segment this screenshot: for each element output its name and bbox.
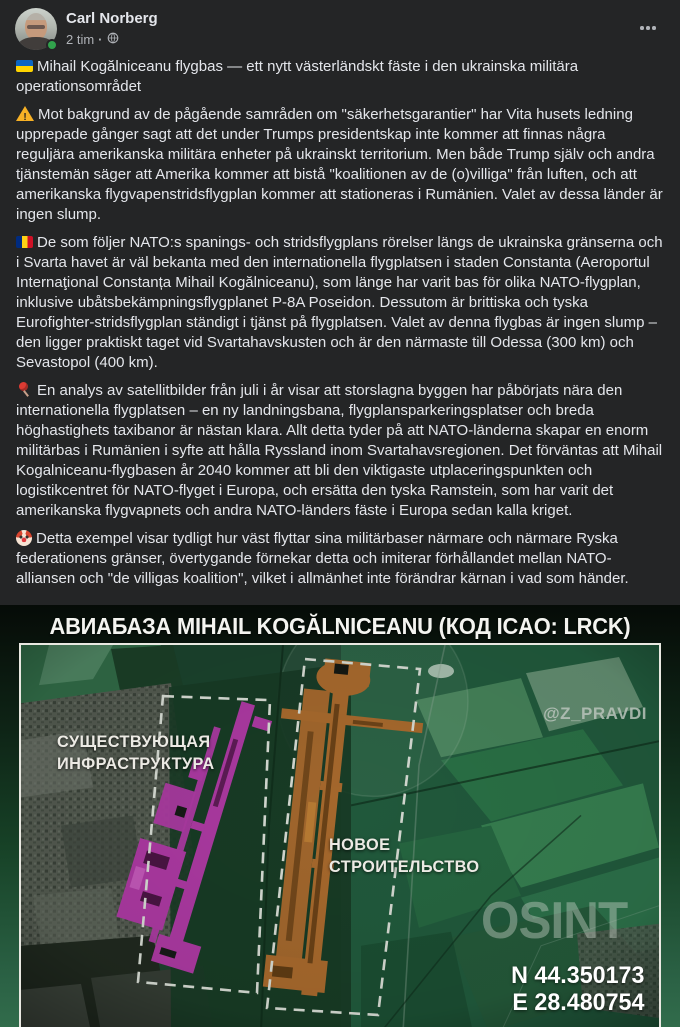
- paragraph-text: Mot bakgrund av de pågående samråden om "säkerhetsgarantier" har Vita husets ledning upprepade gånger sagt att det under Trumps presidentskap inte kommer att finnas några reguljära amerikanska militära enheter på ukrainskt territorium. Men både Trump själv och andra tjänstemän säger att Amerika kommer att bistå "koalitionen av de (o)villiga" från luften, och att amerikanska flygvapenstridsflygplan kommer att stationeras i Rumänien. Valet av dessa länder är ingen slump.: [16, 106, 663, 223]
- map-coordinates: [511, 962, 644, 1016]
- paragraph: [16, 233, 664, 373]
- paragraph-text: Detta exempel visar tydligt hur väst flyttar sina militärbaser närmare och närmare Ryska federationens gränser, övertygande förnekar detta och imiterar förhållandet mellan NATO-alliansen och "de villigas koalition", vilket i allmänhet inte förändrar kärnan i vad som händer.: [16, 530, 629, 587]
- watermark-handle: @Z_PRAVDI: [543, 704, 647, 723]
- post-text: [0, 54, 680, 597]
- paragraph: [16, 529, 664, 589]
- longitude: E 28.480754: [511, 989, 644, 1016]
- romania-flag-emoji: [16, 236, 33, 248]
- satellite-map: [19, 643, 661, 1027]
- latitude: N 44.350173: [510, 962, 644, 989]
- watermark-osint: OSINT: [481, 892, 628, 950]
- post-header: [0, 0, 680, 54]
- avatar[interactable]: [15, 8, 57, 50]
- post-meta: [66, 30, 632, 48]
- paragraph-text: Mihail Kogălniceanu flygbas — ett nytt västerländskt fäste i den ukrainska militära operationsområdet: [16, 58, 579, 95]
- author-name[interactable]: Carl Norberg: [66, 10, 158, 27]
- label-existing-infrastructure: СУЩЕСТВУЮЩАЯ ИНФРАСТРУКТУРА: [57, 732, 215, 773]
- more-options-button[interactable]: [632, 12, 664, 44]
- post-attachment-image[interactable]: [0, 605, 680, 1027]
- globe-icon: [107, 31, 119, 48]
- paragraph: [16, 57, 664, 97]
- paragraph-text: En analys av satellitbilder från juli i år visar att storslagna byggen har påbörjats nära den internationella flygplatsen – en ny landningsbana, flygplansparkeringsplatser och breda höghastighets taxibanor är nästan klara. Allt detta tyder på att NATO-länderna skapar en enorm militärbas i Rumänien i syfte att hålla Ryssland inom Svartahavsregionen. Det förväntas att Mihail Kogalniceanu-flygbasen år 2040 kommer att bli den viktigaste utplaceringspunkten och logistikcentret för NATO-flyget i Europa, och ersätta den tyska Ramstein, som har varit det amerikanska flygvapnets och andra NATO-länders fäste i Europa sedan kalla kriget.: [16, 382, 663, 519]
- ukraine-flag-emoji: [16, 60, 33, 72]
- pushpin-emoji: [16, 381, 33, 398]
- timestamp[interactable]: 2 tim: [66, 31, 95, 47]
- online-indicator: [46, 39, 58, 51]
- paragraph-text: De som följer NATO:s spanings- och stridsflygplans rörelser längs de ukrainska gränserna och i Svarta havet är väl bekanta med den internationella flygplatsen i staden Constanta (Aeroportul Internaţional Constanța Mihail Kogălniceanu), som länge har varit bas för olika NATO-flygplan, inklusive ubåtsbekämpningsflygplanet P-8A Poseidon. Dessutom är brittiska och tyska Eurofighter-stridsflygplan ständigt i tjänst på flygplatsen. Valet av denna flygbas är ingen slump – den ligger praktiskt taget vid Svartahavskusten och är den närmaste till Odessa (300 km) och Sevastopol (400 km).: [16, 234, 663, 371]
- warning-emoji: [16, 106, 34, 121]
- paragraph: [16, 381, 664, 521]
- clown-emoji: [16, 530, 32, 546]
- label-new-construction: НОВОЕ СТРОИТЕЛЬСТВО: [329, 835, 480, 876]
- paragraph: [16, 105, 664, 225]
- map-title: АВИАБАЗА MIHAIL KOGĂLNICEANU (КОД ICAO: LRCK): [49, 613, 631, 639]
- meta-separator: ·: [98, 31, 103, 47]
